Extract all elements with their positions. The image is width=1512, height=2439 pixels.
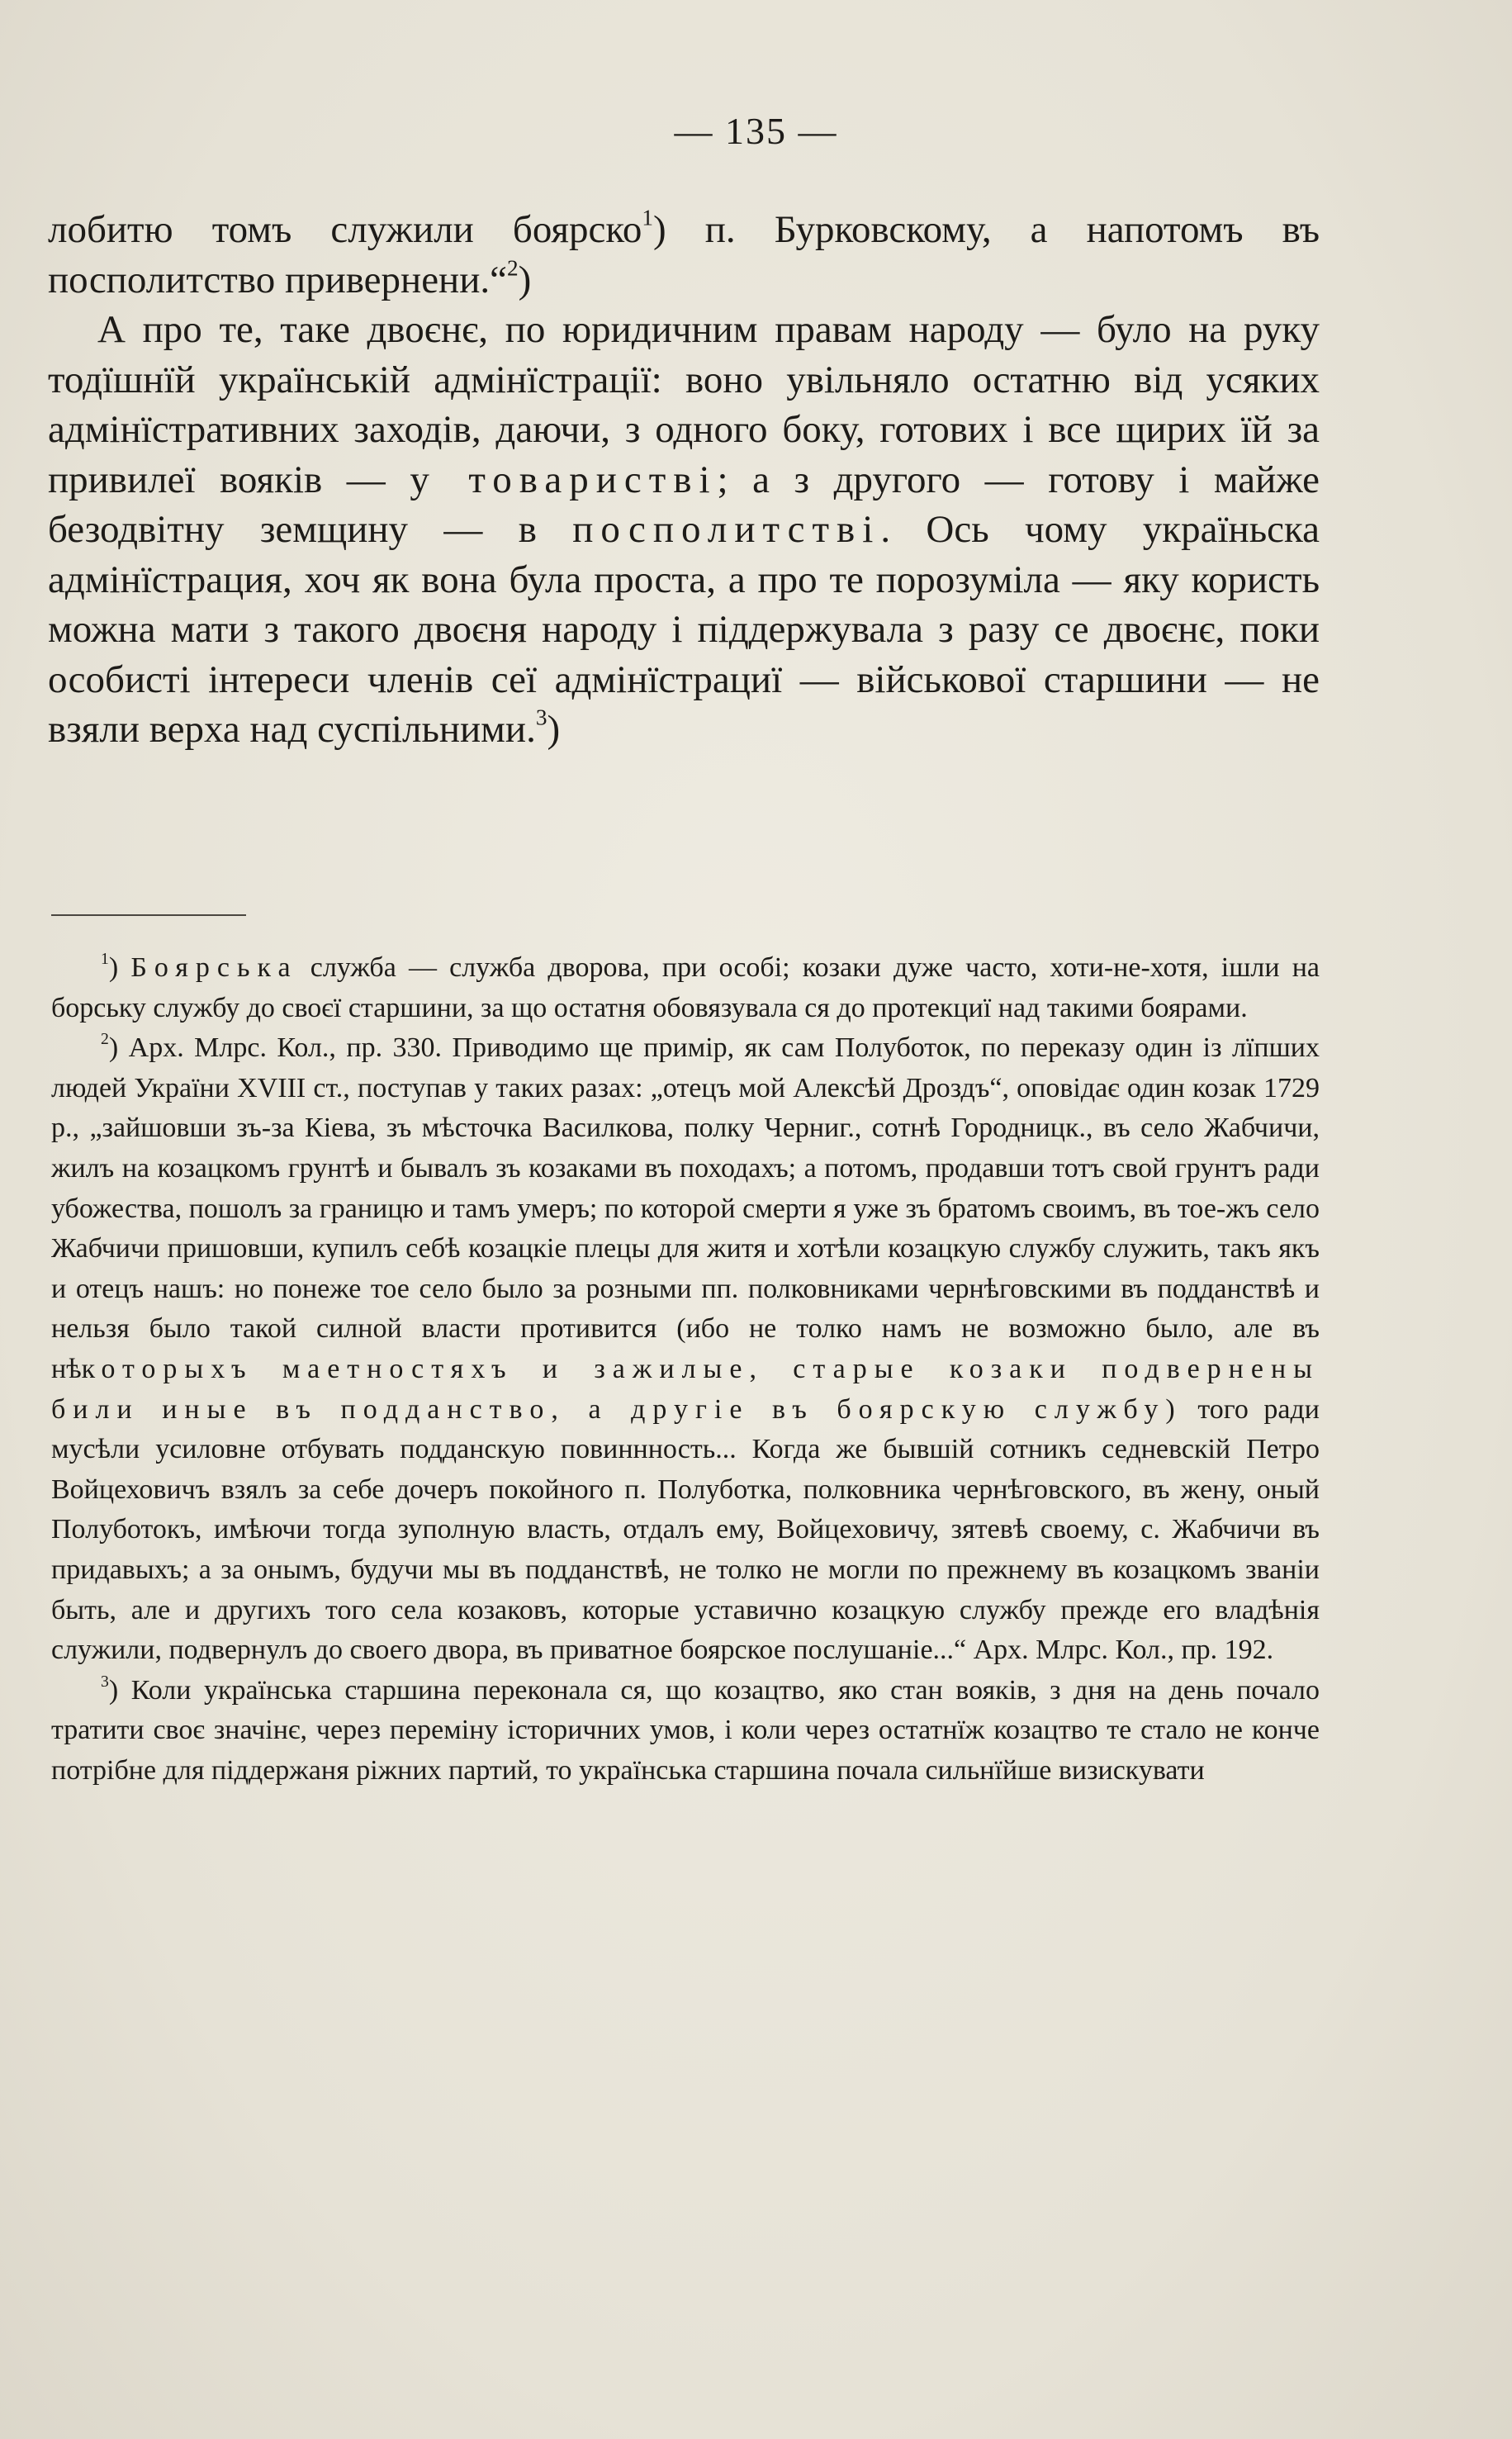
p2-text-c: . Ось чому україньска адмінїстрация, хоч як вона була проста, а про те порозуміла — яку користь можна мати з такого двоєня народу і піддержувала з разу се двоєнє, поки особисті інтереси членів сеї адмінїстрациї — військової старшини — не взяли верха над суспільними. <box>48 508 1320 751</box>
footnote-marker-1: 1 <box>101 950 109 969</box>
footnote-ref-3: 3 <box>535 705 547 730</box>
footnote-2-text: ) Арх. Млрс. Кол., пр. 330. Приводимо ще примір, як сам Полуботок, по переказу один із лїпших людей України XVIII ст., поступав у таких разах: „отецъ мой Алексѣй Дроздъ“, оповідає один козак 1729 р., „зайшовши зъ-за Кіева, зъ мѣсточка Василкова, полку Черниг., сотнѣ Городницк., въ село Жабчичи, жилъ на козацкомъ грунтѣ и бывалъ зъ козаками въ походахъ; а потомъ, продавши тотъ свой грунтъ ради убожества, пошолъ за границю и тамъ умеръ; по которой смерти я уже зъ братомъ своимъ, въ тое-жъ село Жабчичи пришовши, купилъ себѣ козацкіе плецы для житя и хотѣли козацкую службу служить, такъ якъ и отецъ нашъ: но понеже тое село было за розными пп. полковниками чернѣговскими въ подданствѣ и нельзя было такой силной власти противится (ибо не толко намъ не возможно было, але въ нѣ <box>51 1032 1320 1384</box>
p1-text-a: лобитю томъ служили боярско <box>48 208 642 251</box>
p1-text-c: ) <box>518 258 532 301</box>
footnote-ref-1: 1 <box>642 205 653 230</box>
p1-text-b: ) п. Бурковскому, а напотомъ въ посполитство привернени.“ <box>48 208 1320 301</box>
footnote-2 <box>51 1028 1320 1671</box>
page-number: — 135 — <box>674 110 838 152</box>
footnote-divider <box>51 914 246 916</box>
footnote-3-text: ) Коли українська старшина переконала ся, що козацтво, яко стан вояків, з дня на день почало тратити своє значінє, через переміну історичних умов, і коли через остатнїж козацтво те стало не конче потрібне для піддержаня ріжних партий, то українська старшина почала сильнїйше визискувати <box>51 1674 1320 1786</box>
p2-text-d: ) <box>547 708 561 751</box>
footnote-2-text-b: того ради мусѣли усиловне отбувать подданскую повиннность... Когда же бывшій сотникъ седневскій Петро Войцеховичъ взялъ за себе дочеръ покойного п. Полуботка, полковника чернѣговского, въ жену, оный Полуботокъ, имѣючи тогда зуполную власть, отдалъ ему, Войцеховичу, зятевѣ своему, с. Жабчичи въ придавыхъ; а за онымъ, будучи мы въ подданствѣ, не толко не могли по прежнему въ козацкомъ званіи быть, але и другихъ того села козаковъ, которые уставично козацкую службу прежде его владѣнія служили, подвернулъ до своего двора, въ приватное боярское послушаніе...“ Арх. Млрс. Кол., пр. 192. <box>51 1393 1320 1666</box>
p2-spaced-term-2: посполитстві <box>572 508 881 551</box>
p2-text-a: А про те, таке двоєнє, по юридичним правам народу — було на руку тодїшнїй українській адмінїстрації: воно увільняло остатню від усяких адмінїстративних заходів, даючи, з одного боку, готових і все щирих їй за привилеї вояків — <box>48 308 1320 501</box>
footnote-2-spaced: которыхъ маетностяхъ и зажилые, старые козаки подвернены били иные въ подданство, а другіе въ боярскую службу) <box>51 1353 1320 1425</box>
footnote-3 <box>51 1671 1320 1791</box>
footnote-marker-3: 3 <box>101 1672 109 1691</box>
footnote-ref-2: 2 <box>506 255 519 281</box>
footnote-marker-2: 2 <box>101 1030 109 1049</box>
paragraph-1 <box>48 205 1320 305</box>
footnotes <box>51 948 1320 1791</box>
footnote-1: $^1$) Боярська служба — служба дворова, при особі; козаки дуже часто, хоти-не-хотя, ішли на борську службу до своєї старшини, за що остатня обовязувала ся до протекциї над такими боярами. <box>51 950 1320 1023</box>
p2-text-b: ; а з другого — готову і майже безодвітну земщину — в <box>48 458 1320 551</box>
footnote-1-spaced: Боярська <box>130 952 298 983</box>
p2-spaced-term-1: у товаристві <box>410 458 718 501</box>
paragraph-2 <box>48 305 1320 755</box>
main-text <box>48 205 1320 755</box>
footnote-1-text: служба — служба дворова, при особі; козаки дуже часто, хоти-не-хотя, ішли на борську службу до своєї старшини, за що остатня обовязувала ся до протекциї над такими боярами. <box>51 952 1320 1023</box>
